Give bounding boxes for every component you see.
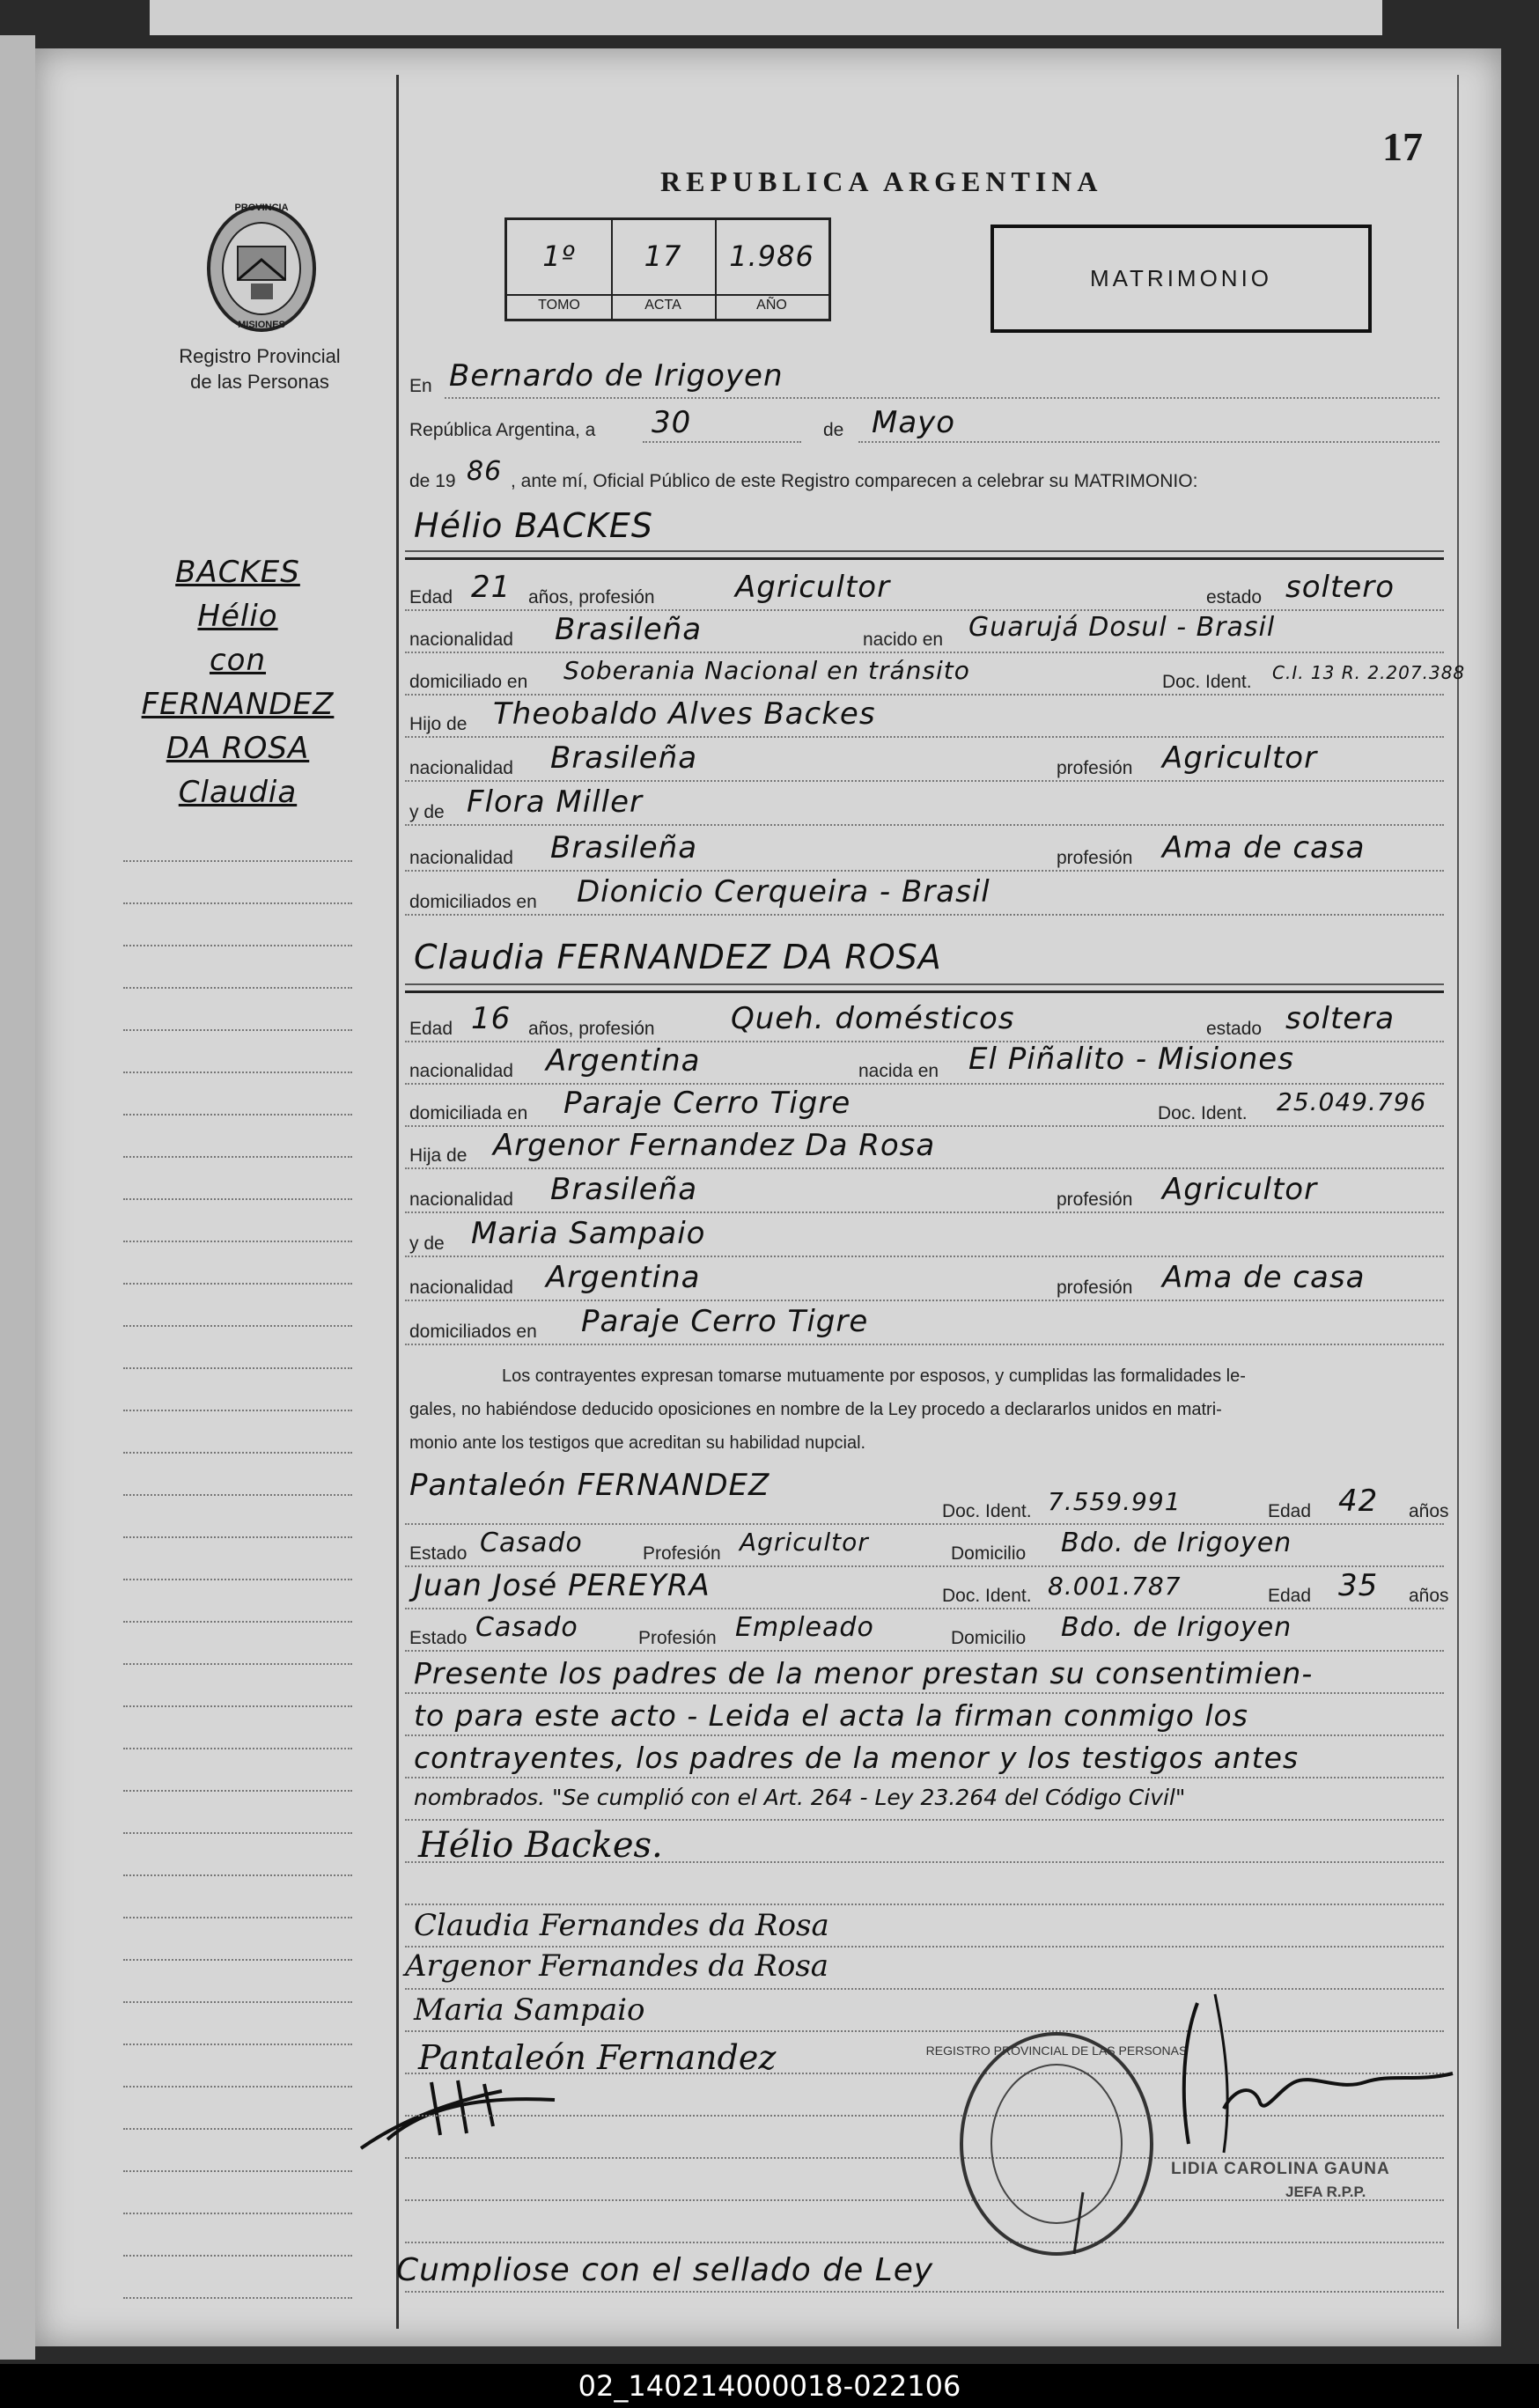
witness2-scribble-signature-icon: [352, 2065, 599, 2161]
margin-note-line1: BACKES: [175, 555, 300, 590]
groom-father-prof: Agricultor: [1162, 740, 1318, 776]
de-label: de: [823, 420, 844, 440]
groom-yde-label: y de: [409, 802, 445, 822]
groom-mother-nat-label: nacionalidad: [409, 848, 513, 868]
day-line: [643, 441, 801, 443]
seal-text-top: PROVINCIA: [234, 203, 289, 213]
witness1-row1-line: [405, 1523, 1444, 1525]
witness1-age: 42: [1338, 1484, 1379, 1519]
bride-mother-nat: Argentina: [546, 1260, 701, 1295]
bride-birthplace: El Piñalito - Misiones: [968, 1042, 1294, 1077]
acta-value: 17: [644, 239, 682, 273]
witness2-name: Juan José PEREYRA: [414, 1568, 711, 1603]
groom-doc: C.I. 13 R. 2.207.388: [1272, 662, 1466, 683]
witness1-anos-label: años: [1409, 1501, 1449, 1521]
notes-line2-rule: [405, 1734, 1444, 1736]
witness1-estado: Casado: [480, 1528, 583, 1558]
witness2-profession: Empleado: [735, 1612, 874, 1643]
acta-label: ACTA: [611, 294, 715, 313]
groom-estado: soltero: [1285, 570, 1395, 605]
witness2-estado-label: Estado: [409, 1628, 468, 1648]
bride-row5-line: [405, 1211, 1444, 1213]
sig-rule1: [405, 1861, 1444, 1863]
witness-signature: Pantaleón Fernandez: [418, 2038, 777, 2077]
place-value: Bernardo de Irigoyen: [449, 358, 784, 394]
bride-row7-line: [405, 1300, 1444, 1301]
groom-profesion-label: años, profesión: [528, 587, 655, 608]
bride-hija-label: Hija de: [409, 1145, 468, 1166]
day-value: 30: [652, 405, 692, 440]
groom-row1-line: [405, 609, 1444, 611]
groom-row5-line: [405, 780, 1444, 782]
groom-signature: Hélio Backes.: [418, 1825, 663, 1866]
margin-note-line4: FERNANDEZ: [141, 687, 335, 722]
registry-name-line2: de las Personas: [190, 371, 329, 393]
margin-note-line3: con: [209, 643, 267, 678]
bride-profesion-label: años, profesión: [528, 1019, 655, 1039]
year-value: 86: [467, 456, 503, 487]
groom-domicile: Soberania Nacional en tránsito: [563, 656, 970, 685]
anio-label: AÑO: [715, 294, 828, 313]
bride-row6-line: [405, 1256, 1444, 1257]
witness1-dom-label: Domicilio: [951, 1543, 1027, 1564]
bride-row2-line: [405, 1083, 1444, 1085]
sig-rule2: [405, 1904, 1444, 1905]
witness2-estado: Casado: [475, 1612, 578, 1643]
bride-row8-line: [405, 1344, 1444, 1345]
month-line: [858, 441, 1440, 443]
sig-rule3: [405, 1946, 1444, 1948]
country-title: REPUBLICA ARGENTINA: [660, 166, 1103, 197]
witness1-profession: Agricultor: [740, 1528, 869, 1557]
notes-line3-rule: [405, 1777, 1444, 1778]
bride-domiciliada-label: domiciliada en: [409, 1103, 528, 1123]
bride-nationality: Argentina: [546, 1043, 701, 1079]
groom-section-rule: [405, 557, 1444, 560]
provincial-seal-icon: [202, 203, 321, 335]
seal-text-bottom: MISIONES: [238, 320, 285, 330]
republica-label: República Argentina, a: [409, 420, 596, 440]
bride-father-nat-label: nacionalidad: [409, 1189, 513, 1210]
appear-text: , ante mí, Oficial Público de este Registro comparecen a celebrar su MATRIMONIO:: [511, 471, 1198, 491]
notes-line2: to para este acto - Leida el acta la firman conmigo los: [414, 1698, 1248, 1733]
bride-yde-label: y de: [409, 1233, 445, 1254]
previous-page-edge: [150, 0, 1382, 35]
closing-rule: [405, 2291, 1444, 2293]
footer-caption: 02_140214000018-022106: [0, 2364, 1539, 2408]
month-value: Mayo: [872, 405, 956, 440]
en-label: En: [409, 376, 432, 396]
groom-nacionalidad-label: nacionalidad: [409, 630, 513, 650]
bride-name: Claudia FERNANDEZ DA ROSA: [414, 938, 942, 976]
groom-row2-line: [405, 652, 1444, 653]
groom-doc-label: Doc. Ident.: [1162, 672, 1252, 692]
official-name: LIDIA CAROLINA GAUNA: [1171, 2160, 1390, 2178]
witness2-prof-label: Profesión: [638, 1628, 717, 1648]
groom-age: 21: [471, 570, 512, 605]
groom-hijo-label: Hijo de: [409, 714, 468, 734]
bride-profession: Queh. domésticos: [731, 1001, 1015, 1036]
groom-nationality: Brasileña: [555, 612, 703, 647]
declaration-line2: gales, no habiéndose deducido oposiciones en nombre de la Ley procedo a declararlos unidos en matri-: [409, 1400, 1222, 1419]
witness2-domicile: Bdo. de Irigoyen: [1061, 1612, 1292, 1643]
registry-name-line1: Registro Provincial: [179, 345, 341, 367]
margin-note-line2: Hélio: [197, 599, 278, 634]
notes-line1-rule: [405, 1692, 1444, 1694]
bride-father-prof: Agricultor: [1162, 1172, 1318, 1207]
bride-row3-line: [405, 1125, 1444, 1127]
notes-line3: contrayentes, los padres de la menor y los testigos antes: [414, 1741, 1300, 1775]
volume-box: [504, 217, 831, 321]
bride-mother-prof: Ama de casa: [1162, 1260, 1366, 1295]
bride-parents-dom: Paraje Cerro Tigre: [581, 1304, 869, 1339]
official-signature-icon: [1162, 1985, 1479, 2161]
bride-mother: Maria Sampaio: [471, 1216, 706, 1251]
witness1-edad-label: Edad: [1268, 1501, 1312, 1521]
closing-note: Cumpliose con el sellado de Ley: [396, 2252, 934, 2288]
bride-father-nat: Brasileña: [550, 1172, 698, 1207]
bride-edad-label: Edad: [409, 1019, 453, 1039]
acta-cell: [611, 220, 717, 319]
notes-line4: nombrados. "Se cumplió con el Art. 264 - Ley 23.264 del Código Civil": [414, 1785, 1186, 1810]
official-title: JEFA R.P.P.: [1285, 2183, 1366, 2200]
act-type-box: MATRIMONIO: [990, 225, 1372, 333]
margin-note-line6: Claudia: [178, 775, 298, 810]
notes-line4-rule: [405, 1819, 1444, 1821]
bride-age: 16: [471, 1001, 512, 1036]
groom-father-nat-label: nacionalidad: [409, 758, 513, 778]
groom-parents-dom-label: domiciliados en: [409, 892, 537, 912]
groom-row3-line: [405, 694, 1444, 696]
groom-name-line: [405, 550, 1444, 552]
groom-father-nat: Brasileña: [550, 740, 698, 776]
witness2-doc-label: Doc. Ident.: [942, 1586, 1032, 1606]
place-line: [445, 397, 1440, 399]
bride-signature: Claudia Fernandes da Rosa: [414, 1908, 829, 1943]
page-number: 17: [1382, 124, 1423, 169]
groom-edad-label: Edad: [409, 587, 453, 608]
sig-rule10: [405, 2242, 1444, 2243]
official-stamp-icon: [925, 2025, 1188, 2263]
groom-mother-nat: Brasileña: [550, 830, 698, 865]
book-spine: [0, 35, 35, 2360]
declaration-line3: monio ante los testigos que acreditan su habilidad nupcial.: [409, 1433, 866, 1453]
groom-row7-line: [405, 870, 1444, 872]
bride-nacida-label: nacida en: [858, 1061, 939, 1081]
groom-domiciliado-label: domiciliado en: [409, 672, 528, 692]
bride-estado: soltera: [1285, 1001, 1395, 1036]
tomo-value: 1º: [542, 239, 576, 273]
bride-parents-dom-label: domiciliados en: [409, 1322, 537, 1342]
witness2-doc: 8.001.787: [1048, 1572, 1182, 1601]
witness2-anos-label: años: [1409, 1586, 1449, 1606]
groom-row4-line: [405, 736, 1444, 738]
notes-line1: Presente los padres de la menor prestan su consentimien-: [414, 1656, 1314, 1690]
witness2-age: 35: [1338, 1568, 1379, 1603]
anio-cell: [715, 220, 828, 319]
bride-father-prof-label: profesión: [1057, 1189, 1133, 1210]
witness1-doc-label: Doc. Ident.: [942, 1501, 1032, 1521]
anio-value: 1.986: [729, 239, 814, 273]
bride-domicile: Paraje Cerro Tigre: [563, 1086, 851, 1121]
groom-nacido-label: nacido en: [863, 630, 944, 650]
bride-doc-label: Doc. Ident.: [1158, 1103, 1248, 1123]
groom-row6-line: [405, 824, 1444, 826]
witness2-dom-label: Domicilio: [951, 1628, 1027, 1648]
bride-nacionalidad-label: nacionalidad: [409, 1061, 513, 1081]
margin-note-line5: DA ROSA: [166, 731, 310, 766]
declaration-line1: Los contrayentes expresan tomarse mutuamente por esposos, y cumplidas las formalidades le-: [502, 1366, 1246, 1386]
bride-name-line: [405, 983, 1444, 985]
tomo-label: TOMO: [507, 294, 611, 313]
groom-father-prof-label: profesión: [1057, 758, 1133, 778]
groom-name: Hélio BACKES: [414, 506, 654, 545]
tomo-cell: [507, 220, 613, 319]
groom-mother-prof-label: profesión: [1057, 848, 1133, 868]
witness2-edad-label: Edad: [1268, 1586, 1312, 1606]
witness1-name: Pantaleón FERNANDEZ: [409, 1468, 770, 1503]
de19-label: de 19: [409, 471, 456, 491]
witness2-row1-line: [405, 1608, 1444, 1609]
bride-mother-nat-label: nacionalidad: [409, 1278, 513, 1298]
groom-father: Theobaldo Alves Backes: [493, 696, 876, 732]
witness1-prof-label: Profesión: [643, 1543, 721, 1564]
groom-parents-dom: Dionicio Cerqueira - Brasil: [577, 874, 990, 909]
groom-row8-line: [405, 914, 1444, 916]
bride-father-signature: Argenor Fernandes da Rosa: [405, 1948, 829, 1984]
register-page: [35, 48, 1501, 2346]
bride-estado-label: estado: [1206, 1019, 1263, 1039]
groom-mother-prof: Ama de casa: [1162, 830, 1366, 865]
bride-father: Argenor Fernandez Da Rosa: [493, 1128, 936, 1163]
witness2-row2-line: [405, 1650, 1444, 1652]
bride-mother-signature: Maria Sampaio: [414, 1992, 645, 2028]
witness1-domicile: Bdo. de Irigoyen: [1061, 1528, 1292, 1558]
groom-profession: Agricultor: [735, 570, 891, 605]
bride-mother-prof-label: profesión: [1057, 1278, 1133, 1298]
groom-birthplace: Guarujá Dosul - Brasil: [968, 612, 1276, 643]
bride-section-rule: [405, 990, 1444, 993]
witness1-doc: 7.559.991: [1048, 1487, 1182, 1516]
witness1-row2-line: [405, 1565, 1444, 1567]
bride-row4-line: [405, 1167, 1444, 1169]
witness1-estado-label: Estado: [409, 1543, 468, 1564]
margin-divider: [396, 75, 399, 2329]
groom-mother: Flora Miller: [467, 784, 643, 820]
bride-doc: 25.049.796: [1277, 1087, 1427, 1116]
stamp-text: REGISTRO PROVINCIAL DE LAS PERSONAS: [925, 2043, 1188, 2058]
groom-estado-label: estado: [1206, 587, 1263, 608]
